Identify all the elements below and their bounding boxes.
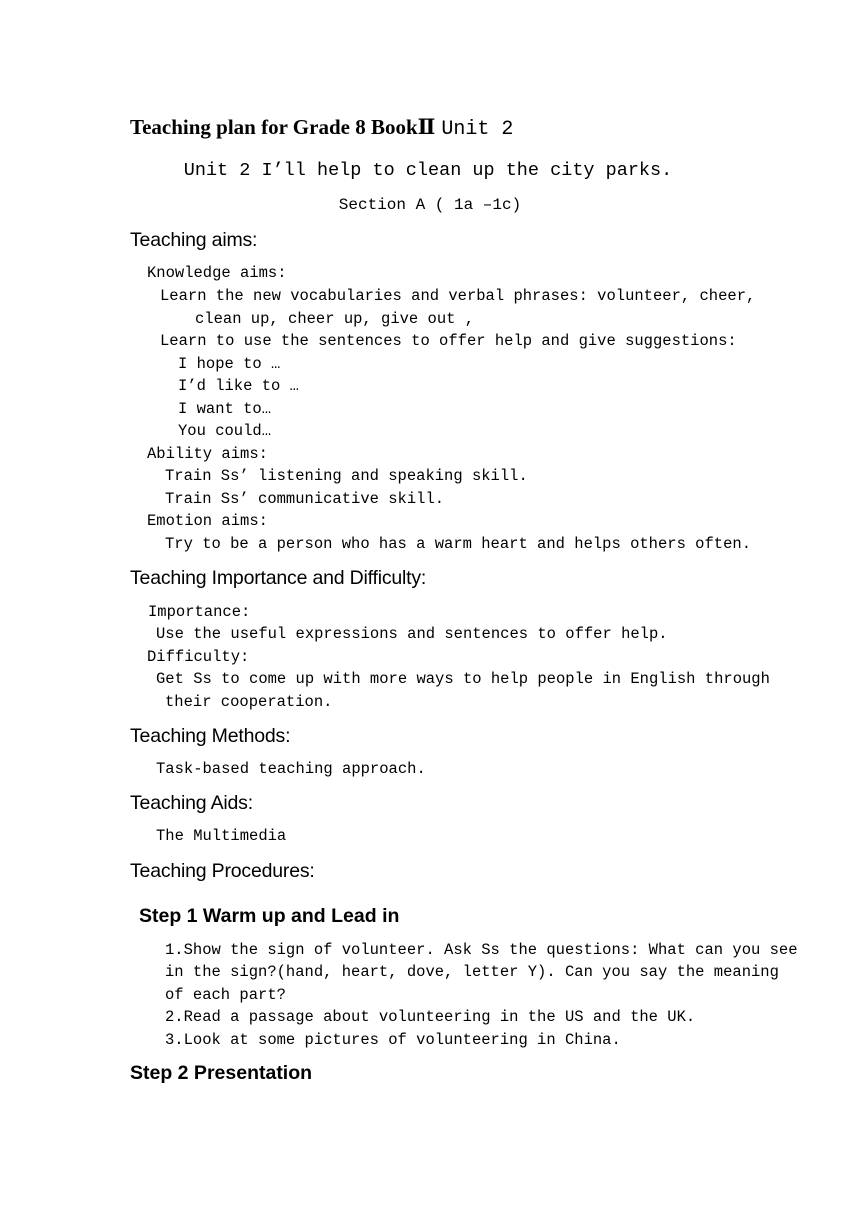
ability-item: Train Ss’ listening and speaking skill. (165, 467, 528, 485)
difficulty-line-2: their cooperation. (165, 693, 333, 711)
sentences-intro: Learn to use the sentences to offer help and give suggestions: (160, 332, 737, 350)
emotion-aims-label: Emotion aims: (147, 512, 268, 530)
teaching-procedures-heading: Teaching Procedures: (130, 860, 315, 882)
step-2-heading: Step 2 Presentation (130, 1062, 313, 1084)
teaching-methods-text: Task-based teaching approach. (156, 760, 426, 778)
teaching-methods-heading: Teaching Methods: (130, 725, 291, 747)
ability-aims-label: Ability aims: (147, 445, 268, 463)
section-line: Section A ( 1a –1c) (338, 196, 522, 214)
ability-item: Train Ss’ communicative skill. (165, 490, 445, 508)
importance-label: Importance: (148, 603, 251, 621)
step-1-line: 1.Show the sign of volunteer. Ask Ss the questions: What can you see (165, 941, 798, 959)
teaching-aids-text: The Multimedia (156, 827, 287, 845)
step-1-line: in the sign?(hand, heart, dove, letter Y). Can you say the meaning (165, 963, 779, 981)
importance-text: Use the useful expressions and sentences to offer help. (156, 625, 668, 643)
step-1-line: 3.Look at some pictures of volunteering in China. (165, 1031, 621, 1049)
difficulty-label: Difficulty: (147, 648, 250, 666)
difficulty-line-1: Get Ss to come up with more ways to help people in English through (156, 670, 770, 688)
sentence-item: You could… (178, 422, 272, 440)
document-title-unit: Unit 2 (441, 118, 514, 141)
teaching-aids-heading: Teaching Aids: (130, 792, 253, 814)
step-1-line: of each part? (165, 986, 286, 1004)
emotion-item: Try to be a person who has a warm heart and helps others often. (165, 535, 751, 553)
step-1-line: 2.Read a passage about volunteering in the US and the UK. (165, 1008, 696, 1026)
knowledge-aims-line-1: Learn the new vocabularies and verbal phrases: volunteer, cheer, (160, 287, 756, 305)
sentence-item: I want to… (178, 400, 272, 418)
importance-difficulty-heading: Teaching Importance and Difficulty: (130, 567, 427, 589)
sentence-item: I hope to … (178, 355, 281, 373)
knowledge-aims-label: Knowledge aims: (147, 264, 287, 282)
step-1-heading: Step 1 Warm up and Lead in (139, 905, 400, 927)
teaching-aims-heading: Teaching aims: (130, 229, 258, 251)
unit-title: Unit 2 I’ll help to clean up the city parks. (183, 160, 673, 181)
document-title (130, 114, 513, 141)
sentence-item: I’d like to … (178, 377, 299, 395)
document-title-main: Teaching plan for Grade 8 BookⅡ (130, 115, 436, 139)
knowledge-aims-line-2: clean up, cheer up, give out , (195, 310, 475, 328)
